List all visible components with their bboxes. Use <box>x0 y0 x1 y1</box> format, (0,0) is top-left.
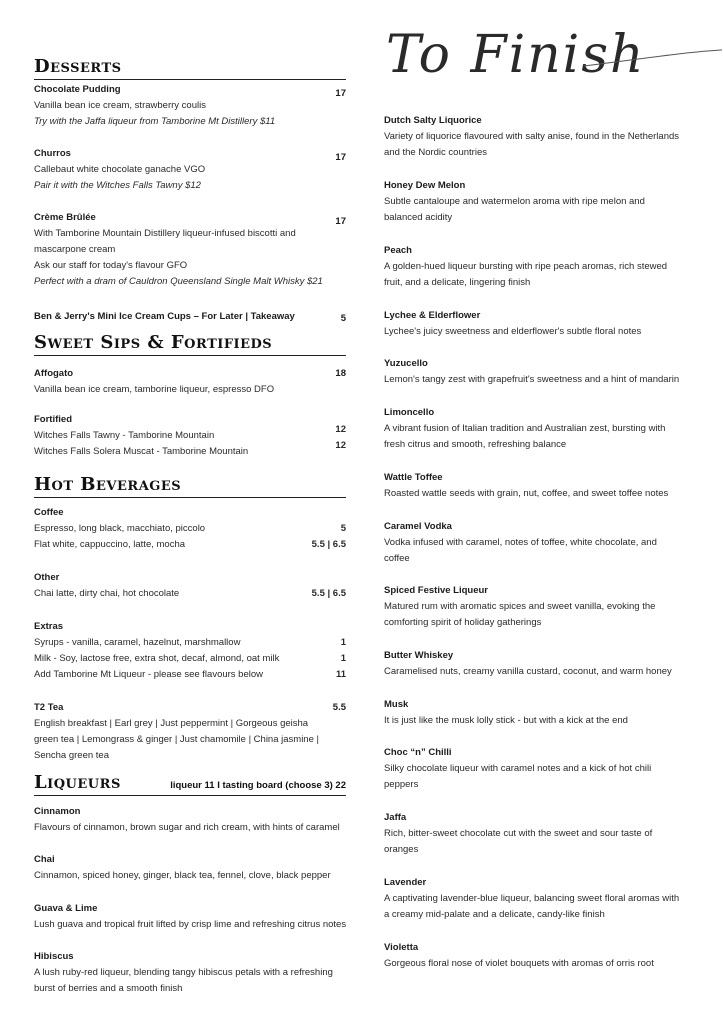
liqueur-item <box>384 875 704 923</box>
section-heading-desserts: Desserts <box>34 56 346 80</box>
item-desc: Vanilla bean ice cream, tamborine liqueur, espresso DFO <box>34 384 275 395</box>
item-title: Jaffa <box>384 812 407 823</box>
liqueur-item <box>384 356 704 388</box>
line-price: 1 <box>340 637 346 648</box>
item-price: 5 <box>340 313 346 324</box>
extras-line <box>34 667 346 683</box>
item-desc: Caramelised nuts, creamy vanilla custard, coconut, and warm honey <box>384 666 672 677</box>
line-text: Chai latte, dirty chai, hot chocolate <box>34 588 180 599</box>
item-desc: Silky chocolate liqueur with caramel notes and a kick of hot chili <box>384 763 652 774</box>
item-desc: Cinnamon, spiced honey, ginger, black tea, fennel, clove, black pepper <box>34 870 331 881</box>
item-desc: fresh citrus and smooth, refreshing balance <box>384 439 567 450</box>
item-title: Wattle Toffee <box>384 472 443 483</box>
item-desc: Lush guava and tropical fruit lifted by crisp lime and refreshing citrus notes <box>34 919 347 930</box>
menu-item-other <box>34 570 346 602</box>
line-price: 5.5 | 6.5 <box>311 539 346 550</box>
item-title: Lavender <box>384 877 427 888</box>
item-desc: With Tamborine Mountain Distillery liqueur-infused biscotti and <box>34 228 296 239</box>
item-title: Musk <box>384 699 409 710</box>
item-price: 17 <box>335 216 346 227</box>
item-pairing-note: Pair it with the Witches Falls Tawny $12 <box>34 180 201 191</box>
menu-item-coffee <box>34 505 346 553</box>
item-desc: It is just like the musk lolly stick - but with a kick at the end <box>384 715 628 726</box>
item-desc: balanced acidity <box>384 212 453 223</box>
item-price: 5.5 <box>332 702 346 713</box>
item-desc: fruit, and a delicate, lingering finish <box>384 277 531 288</box>
item-desc: Variety of liquorice flavoured with salty anise, found in the Netherlands <box>384 131 680 142</box>
item-price: 17 <box>335 88 346 99</box>
menu-item-extras <box>34 619 346 683</box>
item-pairing-note: Try with the Jaffa liqueur from Tamborine Mt Distillery $11 <box>34 116 276 127</box>
item-title: Spiced Festive Liqueur <box>384 585 488 596</box>
item-desc: a creamy mid-palate and a delicate, candy-like finish <box>384 909 605 920</box>
item-desc: English breakfast | Earl grey | Just peppermint | Gorgeous geisha <box>34 718 309 729</box>
liqueur-item <box>384 308 704 340</box>
coffee-line <box>34 537 346 553</box>
liqueur-hibiscus <box>34 949 364 997</box>
item-title: Crème Brûlée <box>34 212 96 223</box>
item-title: Butter Whiskey <box>384 650 454 661</box>
item-title: Chocolate Pudding <box>34 84 121 95</box>
liqueur-item <box>384 648 704 680</box>
item-desc: A lush ruby-red liqueur, blending tangy hibiscus petals with a refreshing <box>34 967 333 978</box>
liqueur-item <box>384 405 704 453</box>
liqueur-item <box>384 810 704 858</box>
liqueur-item <box>384 243 704 291</box>
item-desc: comforting spirit of holiday gatherings <box>384 617 542 628</box>
line-price: 5 <box>340 523 346 534</box>
line-price: 11 <box>335 669 346 680</box>
liqueur-item <box>384 745 704 793</box>
item-desc: Lemon's tangy zest with grapefruit's sweetness and a hint of mandarin <box>384 374 680 385</box>
section-heading-hot-beverages: Hot Beverages <box>34 474 346 498</box>
line-price: 1 <box>340 653 346 664</box>
menu-item-creme-brulee <box>34 210 346 290</box>
item-desc: green tea | Lemongrass & ginger | Just chamomile | China jasmine | <box>34 734 319 745</box>
liqueurs-pricing: liqueur 11 I tasting board (choose 3) 22 <box>170 780 346 791</box>
item-desc: A captivating lavender-blue liqueur, balancing sweet floral aromas with <box>384 893 680 904</box>
item-title: Chai <box>34 854 55 865</box>
item-price: 18 <box>335 368 346 379</box>
item-desc: coffee <box>384 553 410 564</box>
item-title: Yuzucello <box>384 358 428 369</box>
item-title: Other <box>34 572 60 583</box>
item-title: Cinnamon <box>34 806 81 817</box>
extras-line <box>34 635 346 651</box>
item-desc: and the Nordic countries <box>384 147 487 158</box>
section-heading-sweet-sips: Sweet Sips & Fortifieds <box>34 332 346 356</box>
item-desc: Sencha green tea <box>34 750 110 761</box>
item-title: Choc “n” Chilli <box>384 747 452 758</box>
item-title: Guava & Lime <box>34 903 98 914</box>
item-title: Churros <box>34 148 71 159</box>
other-line <box>34 586 346 602</box>
line-price: 5.5 | 6.5 <box>311 588 346 599</box>
line-text: Milk - Soy, lactose free, extra shot, decaf, almond, oat milk <box>34 653 280 664</box>
item-desc: Matured rum with aromatic spices and sweet vanilla, evoking the <box>384 601 656 612</box>
liqueurs-title: Liqueurs <box>34 772 121 793</box>
item-title: Hibiscus <box>34 951 74 962</box>
liqueur-item <box>384 940 704 972</box>
section-heading-liqueurs <box>34 772 346 796</box>
menu-item-ben-jerrys <box>34 309 346 325</box>
liqueur-item <box>384 470 704 502</box>
liqueur-item <box>384 113 704 161</box>
item-desc: Vanilla bean ice cream, strawberry coulis <box>34 100 206 111</box>
item-title: Coffee <box>34 507 64 518</box>
menu-item-churros <box>34 146 346 194</box>
item-desc: A vibrant fusion of Italian tradition and Australian zest, bursting with <box>384 423 666 434</box>
line-text: Witches Falls Tawny - Tamborine Mountain <box>34 430 215 441</box>
item-title: T2 Tea <box>34 702 64 713</box>
menu-item-fortified <box>34 412 346 460</box>
item-title: Ben & Jerry's Mini Ice Cream Cups – For Later | Takeaway <box>34 311 295 322</box>
menu-item-t2-tea <box>34 700 346 764</box>
line-text: Add Tamborine Mt Liqueur - please see flavours below <box>34 669 264 680</box>
item-price: 17 <box>335 152 346 163</box>
line-text: Witches Falls Solera Muscat - Tamborine Mountain <box>34 446 249 457</box>
item-desc: Subtle cantaloupe and watermelon aroma with ripe melon and <box>384 196 645 207</box>
item-desc: Lychee's juicy sweetness and elderflower's subtle floral notes <box>384 326 642 337</box>
coffee-line <box>34 521 346 537</box>
item-title: Dutch Salty Liquorice <box>384 115 482 126</box>
script-title-text: To Finish <box>386 25 646 85</box>
item-desc: Callebaut white chocolate ganache VGO <box>34 164 206 175</box>
fortified-line <box>34 424 346 444</box>
item-desc: A golden-hued liqueur bursting with ripe peach aromas, rich stewed <box>384 261 668 272</box>
line-price: 12 <box>335 440 346 451</box>
item-desc: Gorgeous floral nose of violet bouquets with aromas of orris root <box>384 958 654 969</box>
item-title: Peach <box>384 245 412 256</box>
item-title: Limoncello <box>384 407 435 418</box>
liqueur-guava-lime <box>34 901 364 933</box>
item-title: Fortified <box>34 414 72 425</box>
liqueur-cinnamon <box>34 804 364 836</box>
item-title: Caramel Vodka <box>384 521 452 532</box>
item-desc: Vodka infused with caramel, notes of toffee, white chocolate, and <box>384 537 657 548</box>
line-text: Syrups - vanilla, caramel, hazelnut, marshmallow <box>34 637 241 648</box>
line-text: Espresso, long black, macchiato, piccolo <box>34 523 206 534</box>
item-pairing-note: Perfect with a dram of Cauldron Queensland Single Malt Whisky $21 <box>34 276 323 287</box>
to-finish-script-title <box>384 10 724 90</box>
liqueur-item <box>384 697 704 729</box>
item-title: Affogato <box>34 368 74 379</box>
item-desc: mascarpone cream <box>34 244 116 255</box>
liqueur-item <box>384 519 704 567</box>
item-desc: oranges <box>384 844 419 855</box>
extras-line <box>34 651 346 667</box>
liqueur-item <box>384 178 704 226</box>
item-title: Lychee & Elderflower <box>384 310 481 321</box>
item-title: Violetta <box>384 942 419 953</box>
fortified-line <box>34 440 346 460</box>
line-price: 12 <box>335 424 346 435</box>
item-desc: Rich, bitter-sweet chocolate cut with the sweet and sour taste of <box>384 828 653 839</box>
item-desc: Ask our staff for today's flavour GFO <box>34 260 188 271</box>
menu-item-affogato <box>34 366 346 398</box>
liqueur-item <box>384 583 704 631</box>
menu-item-chocolate-pudding <box>34 82 346 130</box>
item-desc: Roasted wattle seeds with grain, nut, coffee, and sweet toffee notes <box>384 488 669 499</box>
item-desc: burst of berries and a smooth finish <box>34 983 183 994</box>
liqueur-chai <box>34 852 364 884</box>
item-desc: peppers <box>384 779 419 790</box>
item-title: Extras <box>34 621 64 632</box>
line-text: Flat white, cappuccino, latte, mocha <box>34 539 186 550</box>
item-desc: Flavours of cinnamon, brown sugar and rich cream, with hints of caramel <box>34 822 340 833</box>
item-title: Honey Dew Melon <box>384 180 466 191</box>
